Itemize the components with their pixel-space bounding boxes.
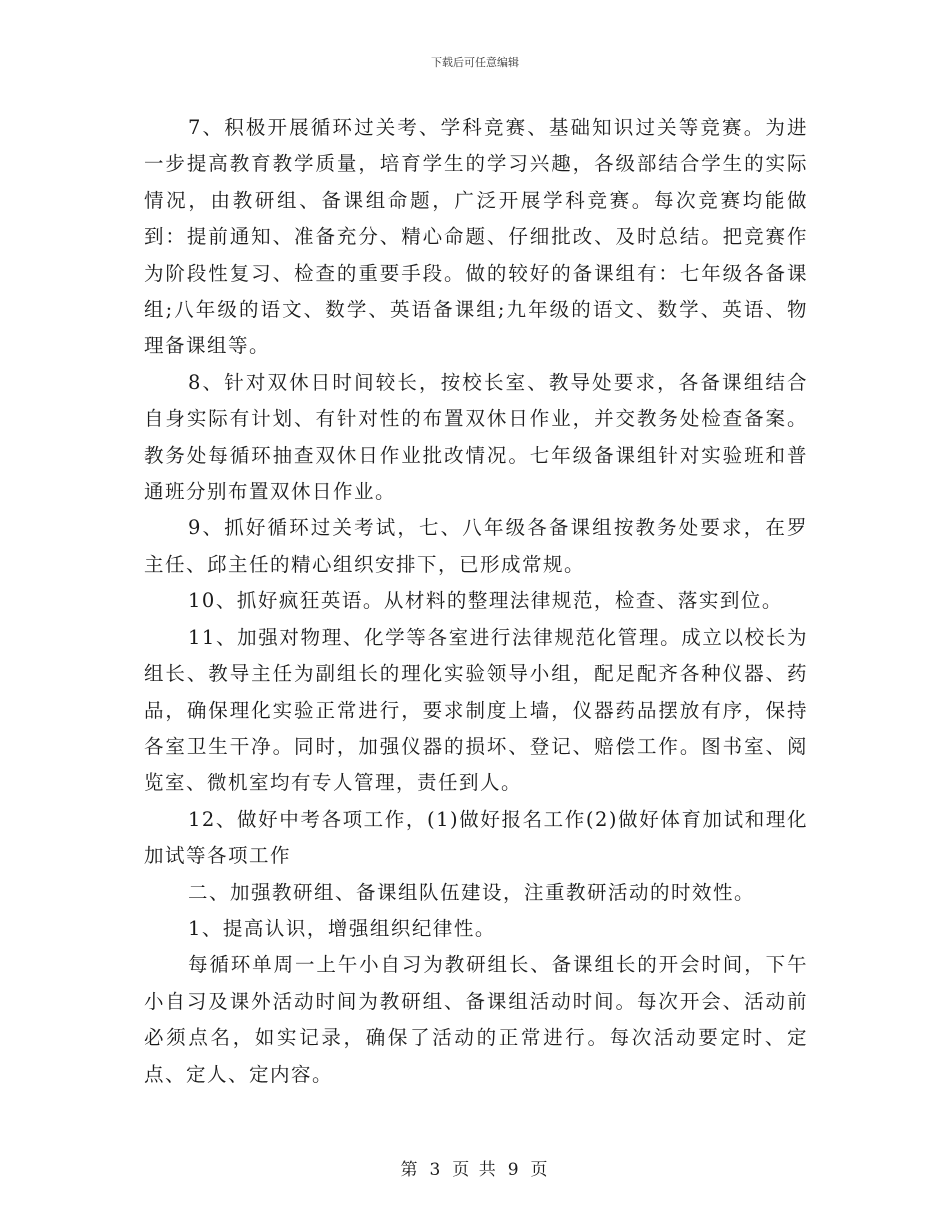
paragraph-item-8: 8、针对双休日时间较长，按校长室、教导处要求，各备课组结合自身实际有计划、有针对性的布置双休日作业，并交教务处检查备案。教务处每循环抽查双休日作业批改情况。七年级备课组针对实验班和普通班分别布置双休日作业。 <box>144 370 808 504</box>
section-heading-2: 二、加强教研组、备课组队伍建设，注重教研活动的时效性。 <box>188 880 756 904</box>
page-number-prefix: 第 <box>400 1160 420 1180</box>
page-header-note: 下载后可任意编辑 <box>431 56 519 69</box>
paragraph-item-9: 9、抓好循环过关考试，七、八年级各备课组按教务处要求，在罗主任、邱主任的精心组织安排下，已形成常规。 <box>144 516 808 576</box>
page-number-mid: 页 共 <box>452 1160 498 1180</box>
page-number-suffix: 页 <box>530 1160 550 1180</box>
paragraph-meeting-schedule: 每循环单周一上午小自习为教研组长、备课组长的开会时间，下午小自习及课外活动时间为教研组、备课组活动时间。每次开会、活动前必须点名，如实记录，确保了活动的正常进行。每次活动要定时、定点、定人、定内容。 <box>144 953 808 1086</box>
document-body <box>144 110 808 1093</box>
page-number-current: 3 <box>429 1160 443 1180</box>
paragraph-item-11: 11、加强对物理、化学等各室进行法律规范化管理。成立以校长为组长、教导主任为副组长的理化实验领导小组，配足配齐各种仪器、药品，确保理化实验正常进行，要求制度上墙，仪器药品摆放有序，保持各室卫生干净。同时，加强仪器的损坏、登记、赔偿工作。图书室、阅览室、微机室均有专人管理，责任到人。 <box>144 625 808 795</box>
page-number <box>0 1155 950 1180</box>
page-number-total: 9 <box>507 1160 521 1180</box>
paragraph-item-10: 10、抓好疯狂英语。从材料的整理法律规范，检查、落实到位。 <box>188 589 783 613</box>
subsection-heading-1: 1、提高认识，增强组织纪律性。 <box>188 916 496 940</box>
paragraph-item-12: 12、做好中考各项工作，(1)做好报名工作(2)做好体育加试和理化加试等各项工作 <box>144 807 808 868</box>
paragraph-item-7: 7、积极开展循环过关考、学科竞赛、基础知识过关等竞赛。为进一步提高教育教学质量，培育学生的学习兴趣，各级部结合学生的实际情况，由教研组、备课组命题，广泛开展学科竞赛。每次竞赛均能做到：提前通知、准备充分、精心命题、仔细批改、及时总结。把竞赛作为阶段性复习、检查的重要手段。做的较好的备课组有：七年级各备课组;八年级的语文、数学、英语备课组;九年级的语文、数学、英语、物理备课组等。 <box>144 116 808 358</box>
